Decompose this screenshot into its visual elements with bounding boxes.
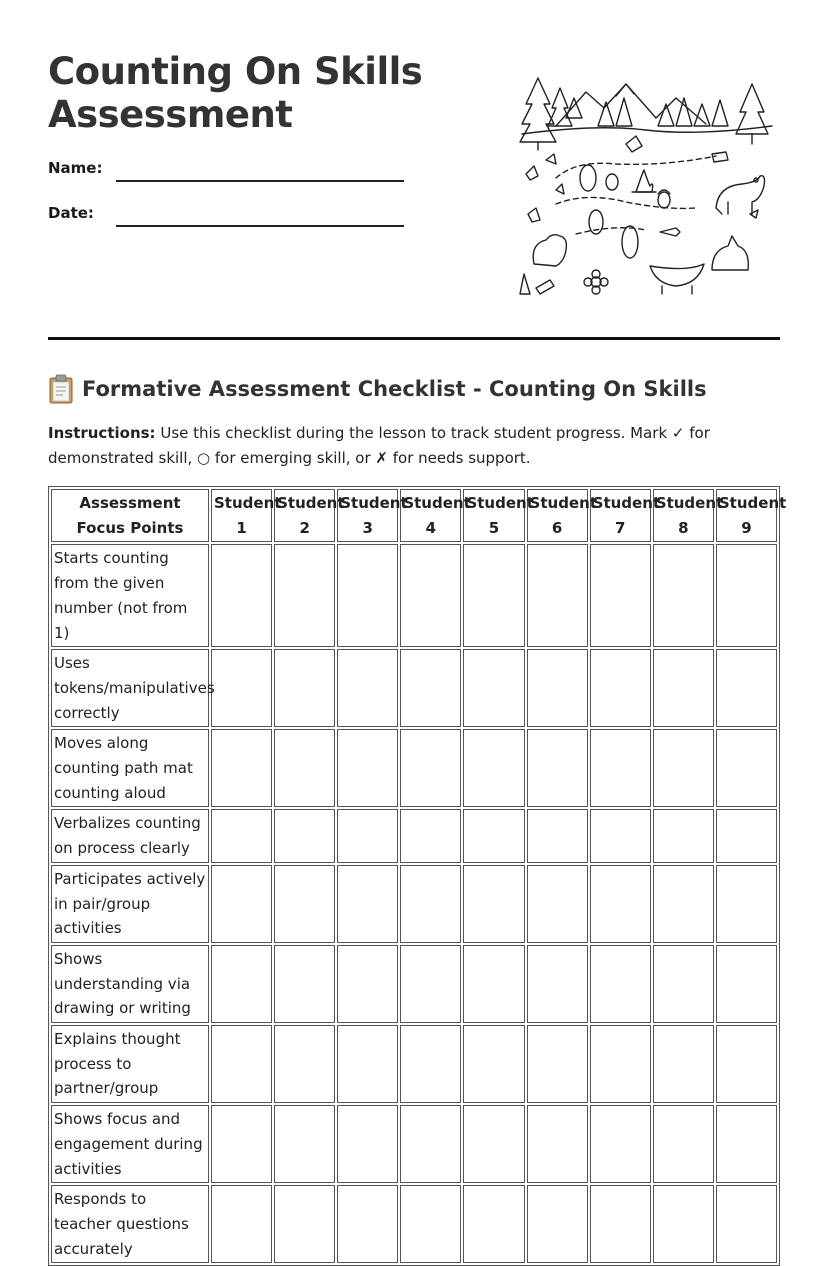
mark-cell[interactable] (211, 1185, 272, 1263)
table-row (51, 544, 777, 647)
focus-point-cell: Verbalizes counting on process clearly (51, 809, 209, 862)
mark-cell[interactable] (653, 544, 714, 647)
focus-point-cell: Uses tokens/manipulatives correctly (51, 649, 209, 727)
table-row (51, 729, 777, 807)
mark-cell[interactable] (337, 1105, 398, 1183)
table-row (51, 865, 777, 943)
table-row (51, 1105, 777, 1183)
table-header-row (51, 489, 777, 542)
mark-cell[interactable] (463, 649, 524, 727)
page-title: Counting On Skills Assessment (48, 50, 423, 136)
section-title (48, 374, 707, 404)
mark-cell[interactable] (211, 945, 272, 1023)
student-header: Student 6 (527, 489, 588, 542)
mark-cell[interactable] (590, 729, 651, 807)
mark-cell[interactable] (716, 1185, 777, 1263)
clipboard-icon (48, 374, 74, 404)
name-field[interactable] (116, 180, 404, 182)
mark-cell[interactable] (716, 1025, 777, 1103)
mark-cell[interactable] (716, 1105, 777, 1183)
mark-cell[interactable] (716, 544, 777, 647)
table-row (51, 649, 777, 727)
instructions-label: Instructions: (48, 424, 156, 442)
mark-cell[interactable] (463, 729, 524, 807)
mark-cell[interactable] (211, 544, 272, 647)
mark-cell[interactable] (337, 809, 398, 862)
mark-cell[interactable] (653, 809, 714, 862)
focus-point-cell: Moves along counting path mat counting aloud (51, 729, 209, 807)
mark-cell[interactable] (653, 945, 714, 1023)
mark-cell[interactable] (653, 1025, 714, 1103)
mark-cell[interactable] (527, 865, 588, 943)
table-row (51, 1025, 777, 1103)
student-header: Student 9 (716, 489, 777, 542)
mark-cell[interactable] (716, 809, 777, 862)
focus-point-cell: Starts counting from the given number (not from 1) (51, 544, 209, 647)
mark-cell[interactable] (211, 1105, 272, 1183)
focus-points-header: Assessment Focus Points (51, 489, 209, 542)
mark-cell[interactable] (590, 809, 651, 862)
section-divider (48, 337, 780, 340)
mark-cell[interactable] (527, 809, 588, 862)
mark-cell[interactable] (527, 544, 588, 647)
student-header: Student 2 (274, 489, 335, 542)
mark-cell[interactable] (211, 865, 272, 943)
mark-cell[interactable] (211, 809, 272, 862)
mark-cell[interactable] (337, 649, 398, 727)
focus-point-cell: Explains thought process to partner/group (51, 1025, 209, 1103)
mark-cell[interactable] (274, 649, 335, 727)
student-header: Student 4 (400, 489, 461, 542)
focus-point-cell: Responds to teacher questions accurately (51, 1185, 209, 1263)
assessment-checklist-table (48, 486, 787, 1266)
mark-cell[interactable] (400, 945, 461, 1023)
mark-cell[interactable] (527, 729, 588, 807)
mark-cell[interactable] (211, 1025, 272, 1103)
mark-cell[interactable] (716, 729, 777, 807)
mark-cell[interactable] (274, 865, 335, 943)
student-header: Student 8 (653, 489, 714, 542)
mark-cell[interactable] (590, 1185, 651, 1263)
mark-cell[interactable] (400, 649, 461, 727)
mark-cell[interactable] (716, 865, 777, 943)
mark-cell[interactable] (527, 1105, 588, 1183)
focus-point-cell: Participates actively in pair/group activities (51, 865, 209, 943)
mark-cell[interactable] (463, 809, 524, 862)
mark-cell[interactable] (337, 544, 398, 647)
mark-cell[interactable] (590, 945, 651, 1023)
mark-cell[interactable] (211, 649, 272, 727)
mark-cell[interactable] (463, 1105, 524, 1183)
mark-cell[interactable] (463, 865, 524, 943)
mark-cell[interactable] (527, 945, 588, 1023)
mark-cell[interactable] (653, 649, 714, 727)
table-row (51, 945, 777, 1023)
mark-cell[interactable] (274, 729, 335, 807)
mark-cell[interactable] (716, 649, 777, 727)
mark-cell[interactable] (337, 865, 398, 943)
mark-cell[interactable] (463, 945, 524, 1023)
mark-cell[interactable] (590, 544, 651, 647)
mark-cell[interactable] (590, 865, 651, 943)
mark-cell[interactable] (716, 945, 777, 1023)
date-label: Date: (48, 204, 94, 222)
mark-cell[interactable] (274, 1185, 335, 1263)
mark-cell[interactable] (400, 1025, 461, 1103)
student-header: Student 5 (463, 489, 524, 542)
mark-cell[interactable] (590, 1105, 651, 1183)
mark-cell[interactable] (590, 649, 651, 727)
name-label: Name: (48, 159, 103, 177)
mark-cell[interactable] (527, 1025, 588, 1103)
mark-cell[interactable] (337, 729, 398, 807)
mark-cell[interactable] (337, 1025, 398, 1103)
section-title-text: Formative Assessment Checklist - Counting On Skills (82, 377, 707, 401)
mark-cell[interactable] (463, 1185, 524, 1263)
mark-cell[interactable] (211, 729, 272, 807)
focus-point-cell: Shows focus and engagement during activities (51, 1105, 209, 1183)
mark-cell[interactable] (337, 1185, 398, 1263)
mark-cell[interactable] (463, 1025, 524, 1103)
mark-cell[interactable] (400, 809, 461, 862)
mark-cell[interactable] (274, 945, 335, 1023)
mark-cell[interactable] (653, 865, 714, 943)
mark-cell[interactable] (274, 809, 335, 862)
mark-cell[interactable] (400, 1185, 461, 1263)
mark-cell[interactable] (463, 544, 524, 647)
student-header: Student 1 (211, 489, 272, 542)
mark-cell[interactable] (400, 544, 461, 647)
mark-cell[interactable] (653, 1105, 714, 1183)
instructions-text: Use this checklist during the lesson to track student progress. Mark ✓ for demonstrated skill, ○ for emerging skill, or ✗ for needs support. (48, 424, 710, 467)
date-field[interactable] (116, 225, 404, 227)
student-header: Student 7 (590, 489, 651, 542)
mark-cell[interactable] (274, 1025, 335, 1103)
mark-cell[interactable] (400, 865, 461, 943)
focus-point-cell: Shows understanding via drawing or writing (51, 945, 209, 1023)
mark-cell[interactable] (527, 649, 588, 727)
student-header: Student 3 (337, 489, 398, 542)
mark-cell[interactable] (400, 729, 461, 807)
mark-cell[interactable] (527, 1185, 588, 1263)
mark-cell[interactable] (274, 544, 335, 647)
instructions (48, 421, 780, 471)
mark-cell[interactable] (337, 945, 398, 1023)
table-row (51, 809, 777, 862)
mark-cell[interactable] (590, 1025, 651, 1103)
table-row (51, 1185, 777, 1263)
mark-cell[interactable] (400, 1105, 461, 1183)
mark-cell[interactable] (653, 729, 714, 807)
camping-nature-illustration (516, 74, 774, 306)
mark-cell[interactable] (274, 1105, 335, 1183)
mark-cell[interactable] (653, 1185, 714, 1263)
